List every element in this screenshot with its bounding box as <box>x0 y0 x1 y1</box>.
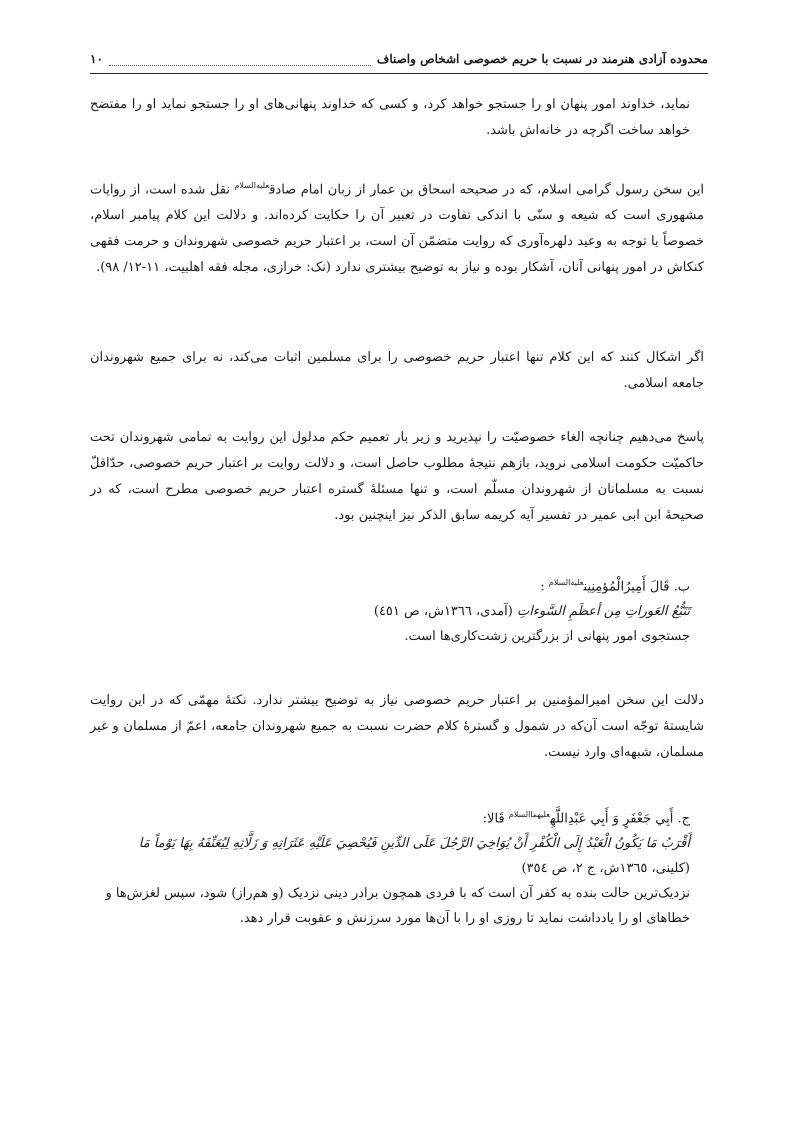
paragraph-response: پاسخ می‌دهیم چنانچه الغاء خصوصیّت را نپذیرید و زیر بار تعمیم حکم مدلول این روایت به تمامی شهروندان تحت حاکمیّت حکومت اسلامی نروید، بازهم نتیجهٔ مطلوب حاصل است، و دلالت روایت بر اعتبار حریم خصوصی، حدّاقلّ نسبت به مسلمانان از شهروندان مسلّم است، و تنها مسئلهٔ گستره اعتبار حریم خصوصی مطرح است، که در صحیحهٔ ابن ابی عمیر در تفسیر آیه کریمه سابق الذکر نیز اینچنین بود. <box>90 430 704 523</box>
paragraph-text: این سخن رسول گرامی اسلام، که در صحیحه اسحاق بن عمار از زبان امام صادق <box>269 182 704 198</box>
hadith-arabic-line <box>90 599 690 624</box>
hadith-label: ب. قَالَ أَمِيرُالْمُؤمِنِين <box>583 579 690 595</box>
hadith-translation: نزدیک‌ترین حالت بنده به کفر آن است که با فردی همچون برادر دینی نزدیک (و هم‌راز) شود، سپس لغزش‌ها و خطاهای او را یادداشت نماید تا روزی او را با آن‌ها مورد سرزنش و عقوبت قرار دهد. <box>105 886 690 927</box>
paragraph-text: نقل شده است، از روایات مشهوری است که شیعه و سنّی با اندکی تفاوت در تعبیر آن را حکایت کرده‌اند. و دلالت این کلام پیامبر اسلام، خصوصاً با توجه به وعید دلهره‌آوری که روایت متضمّن آن است، بر اعتبار حریم خصوصی شهروندان و حرمت فقهی کنکاش در امور پنهانی آنان، آشکار بوده و نیاز به توضیح بیشتری ندارد (نک: خرازی، مجله فقه اهلبیت، ١١-١٢/ ٩٨). <box>90 182 704 276</box>
paragraph-continuation: نماید، خداوند امور پنهان او را جستجو خواهد کرد، و کسی که خداوند پنهانی‌های او را جستجو نماید او را مفتضح خواهد ساخت اگرچه در خانه‌اش باشد. <box>90 97 690 138</box>
hadith-heading <box>90 570 690 599</box>
hadith-colon: قَالا: <box>482 811 509 827</box>
paragraph-prophet-saying <box>90 173 704 281</box>
hadith-translation: جستجوی امور پنهانی از بزرگترین زشت‌کاری‌ها است. <box>404 629 690 645</box>
honorific-superscript: علیه‌السلام <box>548 578 584 587</box>
header-rule <box>90 73 708 74</box>
header-dot-leader <box>109 53 371 66</box>
hadith-citation: (کلینی، ١٣٦٥ش، ج ٢، ص ٣٥٤) <box>521 861 690 877</box>
hadith-colon: : <box>540 579 549 595</box>
hadith-block-b <box>90 570 690 649</box>
hadith-heading <box>90 802 690 831</box>
hadith-arabic-text: أَقْرَبُ مَا يَكُونُ الْعَبْدُ إِلَى الْكُفْرِ أَنْ يُوَاخِيَ الرَّجُلَ عَلَى الدِّينِ فَيُحْصِيَ عَلَيْهِ عَثَرَاتِهِ وَ زَلَّاتِهِ لِيُعَنِّفَهُ بِهَا يَوْماً مَا <box>138 836 690 852</box>
hadith-block-c <box>90 802 690 931</box>
header-title: محدوده آزادی هنرمند در نسبت با حریم خصوصی اشخاص واصناف <box>376 52 708 66</box>
paragraph-commentary: دلالت این سخن امیرالمؤمنین بر اعتبار حریم خصوصی نیاز به توضیح بیشتر ندارد. نکتهٔ مهمّی که در این روایت شایستهٔ توجّه است آن‌که در شمول و گسترهٔ کلام حضرت نسبت به جمیع شهروندان جامعه، اعمّ از مسلمان و غیر مسلمان، شبهه‌ای وارد نیست. <box>90 693 704 760</box>
honorific-superscript: علیهماالسلام <box>508 810 550 819</box>
page-number: ١٠ <box>90 52 103 66</box>
running-header <box>90 44 708 74</box>
paragraph-objection: اگر اشکال کنند که این کلام تنها اعتبار حریم خصوصی را برای مسلمین اثبات می‌کند، نه برای جمیع شهروندان جامعه اسلامی. <box>90 350 704 391</box>
hadith-citation: (آمدی، ١٣٦٦ش، ص ٤٥١) <box>373 604 517 620</box>
hadith-arabic-text: تَتَبُّعُ العَوراتِ مِن أعظَمِ السَّوءاتِ <box>517 604 690 620</box>
honorific-superscript: علیه‌السلام <box>234 181 270 190</box>
hadith-label: ج. أَبِي جَعْفَرٍ وَ أَبِي عَبْدِاللَّهِ <box>549 811 690 827</box>
